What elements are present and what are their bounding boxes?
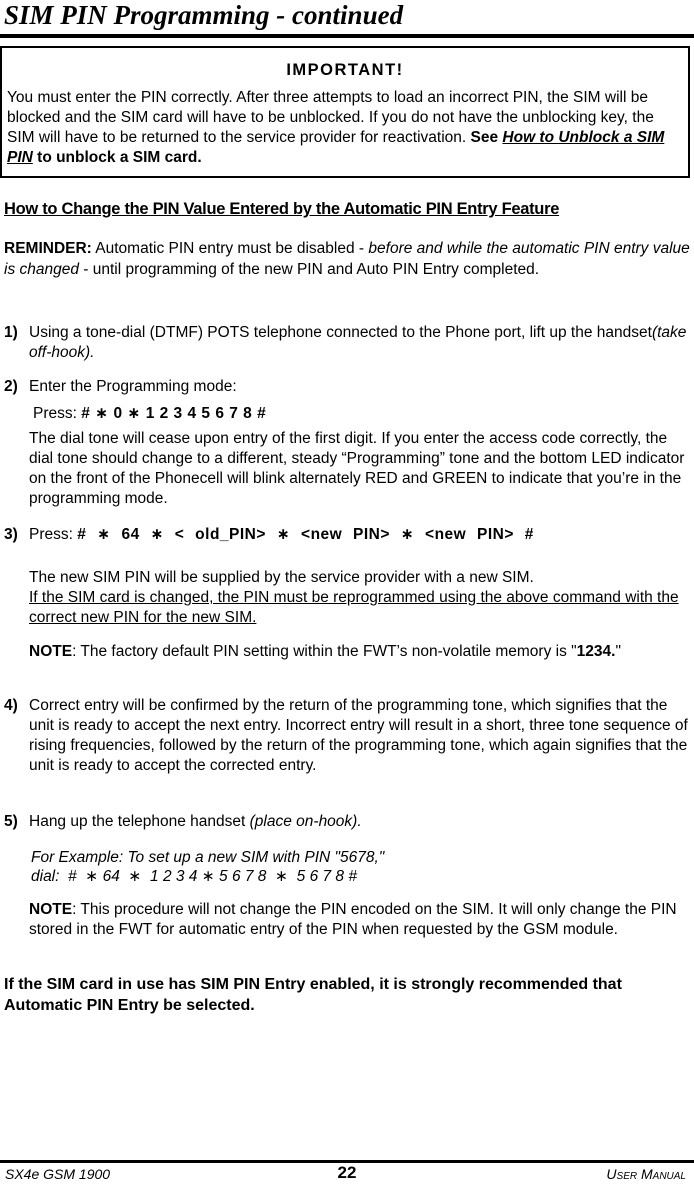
unblock-sim-pin-link[interactable]: How to Unblock a SIM PIN bbox=[7, 129, 665, 166]
step-1-body: Using a tone-dial (DTMF) POTS telephone connected to the Phone port, lift up the handset bbox=[29, 324, 652, 341]
step-1-italic: (take off-hook). bbox=[29, 324, 687, 361]
step-5-body: Hang up the telephone handset bbox=[29, 813, 246, 830]
important-body bbox=[7, 88, 685, 168]
step-2-press-code: # ∗ 0 ∗ 1 2 3 4 5 6 7 8 # bbox=[81, 405, 267, 422]
step-5-text bbox=[29, 812, 690, 832]
step-5-example-line-1: For Example: To set up a new SIM with PIN "5678," bbox=[31, 849, 385, 866]
closing-recommendation: If the SIM card in use has SIM PIN Entry enabled, it is strongly recommended that Automatic PIN Entry be selected. bbox=[4, 976, 622, 1014]
step-3-note-label: NOTE bbox=[29, 643, 73, 660]
important-heading: IMPORTANT! bbox=[286, 61, 404, 79]
page-title: SIM PIN Programming - continued bbox=[4, 0, 404, 30]
step-3-note-value: 1234. bbox=[576, 643, 616, 660]
reminder-label: REMINDER: bbox=[4, 240, 92, 257]
step-2-detail: The dial tone will cease upon entry of the first digit. If you enter the access code correctly, the dial tone should change to a different, steady “Programming” tone and the bottom LED indicator on the front of the Phonecell will blink alternately RED and GREEN to indicate that you’re in the programming mode. bbox=[29, 430, 685, 507]
step-4-number: 4) bbox=[4, 697, 18, 714]
step-3-detail: The new SIM PIN will be supplied by the service provider with a new SIM. bbox=[29, 569, 534, 586]
step-5-note-text: : This procedure will not change the PIN encoded on the SIM. It will only change the PIN stored in the FWT for automatic entry of the PIN when requested by the GSM module. bbox=[29, 901, 677, 938]
step-5-italic: (place on-hook). bbox=[249, 813, 362, 830]
reminder-italic: before and while the automatic PIN entry value is changed bbox=[4, 240, 690, 278]
step-5-example-line-2: dial: # ∗ 64 ∗ 1 2 3 4 ∗ 5 6 7 8 ∗ 5 6 7 8 # bbox=[31, 868, 357, 885]
step-3-number: 3) bbox=[4, 526, 18, 543]
step-2-press-label: Press: bbox=[33, 405, 77, 422]
step-3-note-text: : The factory default PIN setting within the FWT’s non-volatile memory is " bbox=[72, 643, 577, 660]
title-rule bbox=[0, 34, 694, 38]
section-heading: How to Change the PIN Value Entered by the Automatic PIN Entry Feature bbox=[4, 200, 560, 218]
important-tail: to unblock a SIM card. bbox=[37, 149, 202, 166]
step-3-press-line bbox=[29, 525, 690, 545]
reminder-text-1: Automatic PIN entry must be disabled - bbox=[95, 240, 365, 257]
step-2-number: 2) bbox=[4, 378, 18, 395]
step-3-underlined-note: If the SIM card is changed, the PIN must be reprogrammed using the above command with the correct new PIN for the new SIM. bbox=[29, 589, 679, 626]
footer-page-number: 22 bbox=[337, 1163, 357, 1182]
step-3-note bbox=[29, 642, 690, 662]
step-3-press-label: Press: bbox=[29, 526, 73, 543]
important-see-label: See bbox=[470, 129, 499, 146]
step-1-text bbox=[29, 323, 690, 363]
reminder-text-2: - until programming of the new PIN and Auto PIN Entry completed. bbox=[83, 260, 540, 278]
step-5-note bbox=[29, 900, 690, 940]
step-2-intro: Enter the Programming mode: bbox=[29, 378, 237, 395]
step-4-text: Correct entry will be confirmed by the return of the programming tone, which signifies that the unit is ready to accept the next entry. Incorrect entry will result in a short, three tone sequence of rising frequencies, followed by the return of the programming tone, which again signifies that the unit is ready to accept the corrected entry. bbox=[29, 697, 688, 774]
step-1-number: 1) bbox=[4, 324, 18, 341]
footer-product: SX4e GSM 1900 bbox=[5, 1166, 111, 1182]
step-5-number: 5) bbox=[4, 813, 18, 830]
step-5-note-label: NOTE bbox=[29, 901, 73, 918]
step-3-note-end: " bbox=[615, 643, 621, 660]
important-text: You must enter the PIN correctly. After three attempts to load an incorrect PIN, the SIM will be blocked and the SIM card will have to be unblocked. If you do not have the unblocking key, the SIM will have to be returned to the service provider for reactivation. bbox=[7, 89, 654, 146]
reminder-paragraph bbox=[4, 239, 692, 280]
step-3-press-code: # ∗ 64 ∗ < old_PIN> ∗ <new PIN> ∗ <new PIN> # bbox=[77, 526, 534, 543]
footer-manual-label: User Manual bbox=[606, 1166, 686, 1182]
step-2-press-line bbox=[33, 404, 690, 424]
important-notice-box bbox=[0, 46, 690, 178]
